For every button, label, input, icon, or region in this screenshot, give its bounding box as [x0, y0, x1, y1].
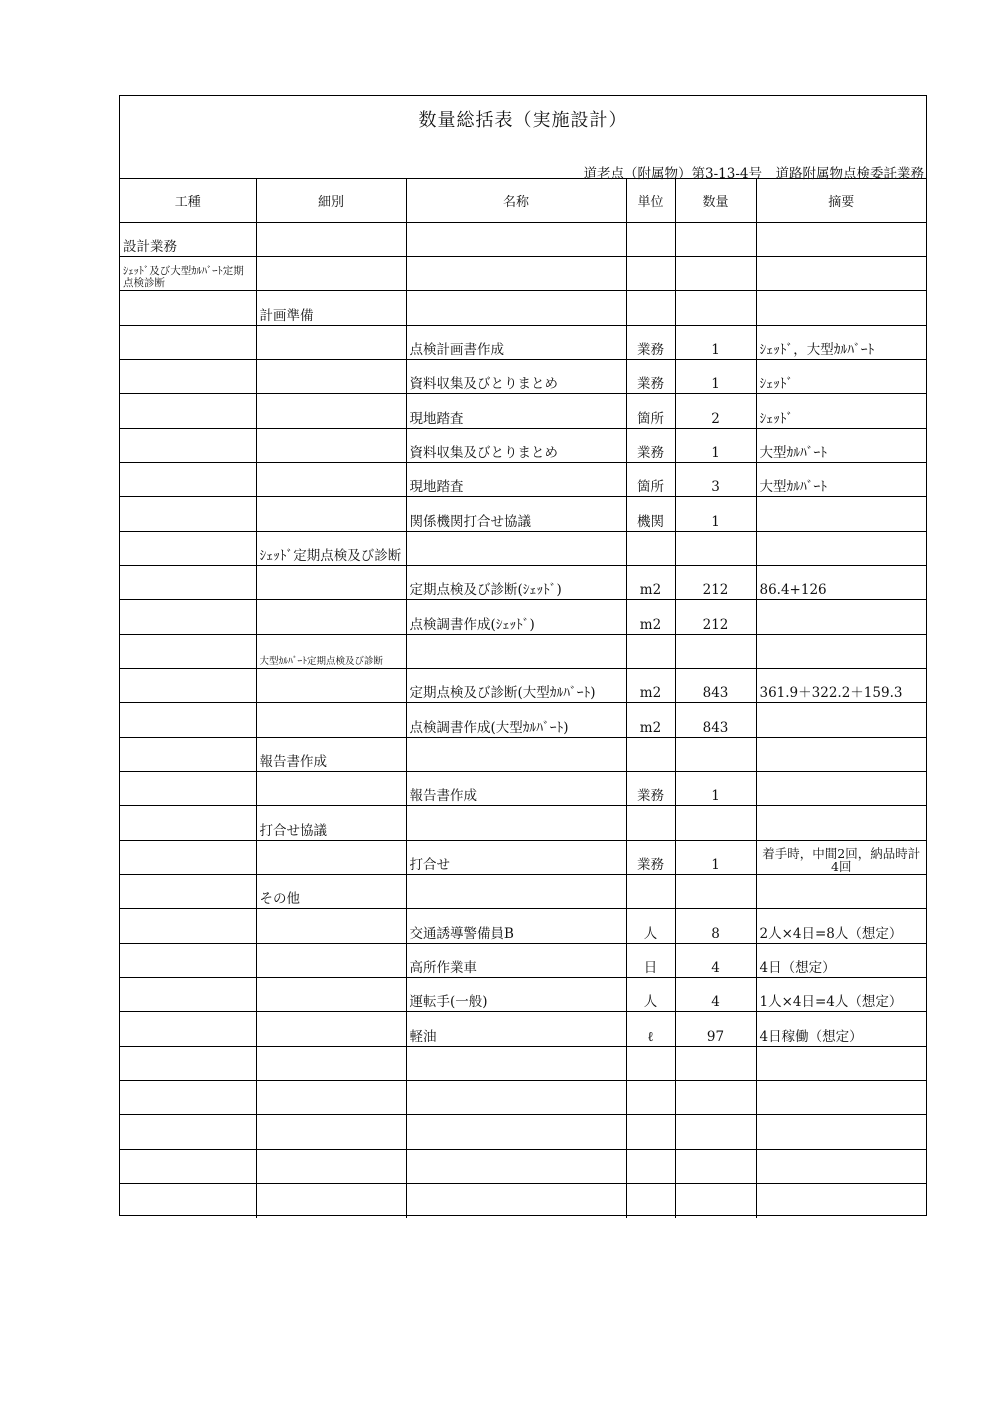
- quantity-table: [120, 179, 926, 1218]
- cell-koshu: [120, 978, 256, 1012]
- cell-tani: [626, 875, 675, 909]
- cell-suryo: [675, 875, 756, 909]
- cell-tani: 業務: [626, 359, 675, 393]
- table-row: [120, 256, 926, 290]
- cell-koshu: [120, 1046, 256, 1080]
- cell-koshu: [120, 1081, 256, 1115]
- cell-tekiyo: [756, 772, 926, 806]
- cell-koshu: [120, 840, 256, 874]
- cell-tani: 人: [626, 978, 675, 1012]
- cell-koshu: [120, 1012, 256, 1046]
- cell-koshu: 設計業務: [120, 222, 256, 256]
- cell-suryo: [675, 1081, 756, 1115]
- cell-tekiyo: ｼｪｯﾄﾞ，大型ｶﾙﾊﾞｰﾄ: [756, 325, 926, 359]
- cell-koshu: [120, 462, 256, 496]
- cell-tekiyo: 86.4+126: [756, 565, 926, 599]
- table-row: [120, 1012, 926, 1046]
- header-row: [120, 179, 926, 222]
- cell-saibetsu: 大型ｶﾙﾊﾞｰﾄ定期点検及び診断: [256, 634, 406, 668]
- cell-saibetsu: 計画準備: [256, 291, 406, 325]
- cell-suryo: 212: [675, 565, 756, 599]
- table-row: [120, 428, 926, 462]
- cell-tekiyo: [756, 703, 926, 737]
- cell-koshu: [120, 772, 256, 806]
- table-row: [120, 1184, 926, 1218]
- cell-suryo: 843: [675, 668, 756, 702]
- cell-koshu: [120, 634, 256, 668]
- cell-tekiyo: 1人×4日=4人（想定）: [756, 978, 926, 1012]
- cell-saibetsu: [256, 943, 406, 977]
- cell-meisho: 運転手(一般): [406, 978, 626, 1012]
- cell-tani: [626, 291, 675, 325]
- cell-meisho: [406, 634, 626, 668]
- cell-tekiyo: 大型ｶﾙﾊﾞｰﾄ: [756, 428, 926, 462]
- cell-suryo: 4: [675, 943, 756, 977]
- cell-meisho: 資料収集及びとりまとめ: [406, 428, 626, 462]
- table-row: [120, 359, 926, 393]
- quantity-summary-sheet: [119, 95, 927, 1216]
- cell-meisho: [406, 531, 626, 565]
- table-row: [120, 565, 926, 599]
- cell-meisho: 点検調書作成(大型ｶﾙﾊﾞｰﾄ): [406, 703, 626, 737]
- cell-tani: m2: [626, 668, 675, 702]
- header-suryo: 数量: [675, 179, 756, 222]
- cell-meisho: [406, 1115, 626, 1149]
- cell-suryo: 1: [675, 428, 756, 462]
- cell-koshu: [120, 875, 256, 909]
- cell-tani: 業務: [626, 325, 675, 359]
- cell-suryo: 1: [675, 325, 756, 359]
- cell-koshu: [120, 394, 256, 428]
- cell-tani: [626, 1046, 675, 1080]
- cell-suryo: 8: [675, 909, 756, 943]
- cell-saibetsu: [256, 565, 406, 599]
- table-row: [120, 291, 926, 325]
- cell-tani: [626, 1184, 675, 1218]
- cell-tani: m2: [626, 703, 675, 737]
- cell-meisho: 関係機関打合せ協議: [406, 497, 626, 531]
- cell-tani: ℓ: [626, 1012, 675, 1046]
- cell-saibetsu: 打合せ協議: [256, 806, 406, 840]
- cell-saibetsu: [256, 703, 406, 737]
- cell-tani: [626, 531, 675, 565]
- cell-meisho: [406, 1081, 626, 1115]
- cell-meisho: 高所作業車: [406, 943, 626, 977]
- title-block: [120, 96, 926, 182]
- cell-tani: [626, 1081, 675, 1115]
- cell-tekiyo: [756, 1081, 926, 1115]
- cell-saibetsu: [256, 1149, 406, 1183]
- cell-meisho: [406, 256, 626, 290]
- cell-saibetsu: [256, 1081, 406, 1115]
- cell-meisho: 現地踏査: [406, 394, 626, 428]
- table-row: [120, 1081, 926, 1115]
- cell-tani: [626, 737, 675, 771]
- cell-meisho: 資料収集及びとりまとめ: [406, 359, 626, 393]
- cell-saibetsu: その他: [256, 875, 406, 909]
- cell-saibetsu: [256, 1046, 406, 1080]
- cell-saibetsu: [256, 668, 406, 702]
- cell-tekiyo: [756, 497, 926, 531]
- cell-suryo: 1: [675, 840, 756, 874]
- cell-tani: [626, 222, 675, 256]
- cell-suryo: [675, 531, 756, 565]
- cell-saibetsu: [256, 325, 406, 359]
- table-row: [120, 875, 926, 909]
- cell-tekiyo: [756, 1046, 926, 1080]
- cell-tani: m2: [626, 565, 675, 599]
- cell-koshu: [120, 1115, 256, 1149]
- cell-saibetsu: [256, 256, 406, 290]
- cell-suryo: [675, 1149, 756, 1183]
- table-row: [120, 394, 926, 428]
- cell-tekiyo: [756, 222, 926, 256]
- cell-suryo: 1: [675, 359, 756, 393]
- cell-saibetsu: [256, 222, 406, 256]
- cell-saibetsu: [256, 462, 406, 496]
- cell-tani: [626, 806, 675, 840]
- cell-koshu: [120, 428, 256, 462]
- cell-saibetsu: [256, 1115, 406, 1149]
- cell-suryo: 843: [675, 703, 756, 737]
- cell-meisho: 打合せ: [406, 840, 626, 874]
- cell-tekiyo: [756, 1115, 926, 1149]
- cell-tani: 箇所: [626, 394, 675, 428]
- cell-suryo: 212: [675, 600, 756, 634]
- cell-tani: 業務: [626, 840, 675, 874]
- table-row: [120, 1115, 926, 1149]
- cell-tani: 業務: [626, 772, 675, 806]
- table-header: [120, 179, 926, 222]
- table-row: [120, 703, 926, 737]
- cell-tekiyo: [756, 531, 926, 565]
- cell-suryo: [675, 222, 756, 256]
- cell-saibetsu: [256, 394, 406, 428]
- table-row: [120, 600, 926, 634]
- cell-tekiyo: 2人×4日=8人（想定）: [756, 909, 926, 943]
- cell-koshu: [120, 737, 256, 771]
- cell-meisho: [406, 1046, 626, 1080]
- cell-meisho: [406, 737, 626, 771]
- cell-meisho: 定期点検及び診断(大型ｶﾙﾊﾞｰﾄ): [406, 668, 626, 702]
- cell-tani: 機関: [626, 497, 675, 531]
- cell-koshu: [120, 531, 256, 565]
- cell-meisho: [406, 1149, 626, 1183]
- cell-meisho: [406, 222, 626, 256]
- document-title: 数量総括表（実施設計）: [418, 110, 628, 131]
- cell-tekiyo: 大型ｶﾙﾊﾞｰﾄ: [756, 462, 926, 496]
- cell-tekiyo: [756, 600, 926, 634]
- cell-suryo: [675, 737, 756, 771]
- table-row: [120, 772, 926, 806]
- cell-tani: 日: [626, 943, 675, 977]
- cell-meisho: 点検調書作成(ｼｪｯﾄﾞ): [406, 600, 626, 634]
- table-row: [120, 1046, 926, 1080]
- cell-koshu: [120, 497, 256, 531]
- cell-tani: 箇所: [626, 462, 675, 496]
- cell-koshu: [120, 359, 256, 393]
- cell-tekiyo: [756, 875, 926, 909]
- cell-saibetsu: [256, 978, 406, 1012]
- cell-tekiyo: [756, 1184, 926, 1218]
- cell-tekiyo: ｼｪｯﾄﾞ: [756, 394, 926, 428]
- cell-suryo: [675, 1184, 756, 1218]
- cell-saibetsu: [256, 1012, 406, 1046]
- header-tani: 単位: [626, 179, 675, 222]
- table-row: [120, 325, 926, 359]
- table-row: [120, 737, 926, 771]
- cell-suryo: [675, 634, 756, 668]
- cell-koshu: [120, 325, 256, 359]
- cell-meisho: 軽油: [406, 1012, 626, 1046]
- cell-meisho: [406, 1184, 626, 1218]
- cell-tani: 業務: [626, 428, 675, 462]
- cell-koshu: [120, 600, 256, 634]
- cell-tekiyo: 着手時，中間2回，納品時計4回: [756, 840, 926, 874]
- cell-tekiyo: 361.9＋322.2＋159.3: [756, 668, 926, 702]
- cell-saibetsu: [256, 428, 406, 462]
- cell-suryo: [675, 806, 756, 840]
- cell-meisho: 点検計画書作成: [406, 325, 626, 359]
- cell-tekiyo: [756, 634, 926, 668]
- cell-suryo: 1: [675, 772, 756, 806]
- table-row: [120, 668, 926, 702]
- cell-koshu: [120, 1184, 256, 1218]
- cell-suryo: 3: [675, 462, 756, 496]
- cell-meisho: [406, 806, 626, 840]
- cell-saibetsu: [256, 497, 406, 531]
- cell-saibetsu: [256, 1184, 406, 1218]
- cell-saibetsu: 報告書作成: [256, 737, 406, 771]
- cell-tani: [626, 1149, 675, 1183]
- cell-tekiyo: [756, 806, 926, 840]
- cell-meisho: 報告書作成: [406, 772, 626, 806]
- table-row: [120, 840, 926, 874]
- cell-suryo: 4: [675, 978, 756, 1012]
- table-row: [120, 806, 926, 840]
- cell-suryo: 2: [675, 394, 756, 428]
- table-row: [120, 497, 926, 531]
- table-row: [120, 943, 926, 977]
- cell-meisho: 交通誘導警備員B: [406, 909, 626, 943]
- table-row: [120, 531, 926, 565]
- cell-tani: 人: [626, 909, 675, 943]
- cell-koshu: [120, 291, 256, 325]
- table-row: [120, 222, 926, 256]
- cell-tekiyo: 4日稼働（想定）: [756, 1012, 926, 1046]
- cell-meisho: 現地踏査: [406, 462, 626, 496]
- table-row: [120, 634, 926, 668]
- cell-tekiyo: [756, 291, 926, 325]
- cell-tani: [626, 1115, 675, 1149]
- document-subtitle: 道老点（附属物）第3-13-4号 道路附属物点検委託業務: [583, 166, 924, 182]
- cell-saibetsu: [256, 840, 406, 874]
- table-body: [120, 222, 926, 1218]
- cell-saibetsu: ｼｪｯﾄﾞ定期点検及び診断: [256, 531, 406, 565]
- cell-saibetsu: [256, 359, 406, 393]
- cell-tani: [626, 634, 675, 668]
- cell-tani: m2: [626, 600, 675, 634]
- header-tekiyo: 摘要: [756, 179, 926, 222]
- header-meisho: 名称: [406, 179, 626, 222]
- cell-suryo: [675, 291, 756, 325]
- cell-koshu: ｼｪｯﾄﾞ及び大型ｶﾙﾊﾞｰﾄ定期点検診断: [120, 256, 256, 290]
- cell-koshu: [120, 943, 256, 977]
- cell-koshu: [120, 806, 256, 840]
- cell-meisho: [406, 291, 626, 325]
- table-row: [120, 909, 926, 943]
- cell-koshu: [120, 909, 256, 943]
- cell-saibetsu: [256, 772, 406, 806]
- cell-meisho: 定期点検及び診断(ｼｪｯﾄﾞ): [406, 565, 626, 599]
- cell-suryo: [675, 1046, 756, 1080]
- cell-tani: [626, 256, 675, 290]
- cell-suryo: 1: [675, 497, 756, 531]
- cell-tekiyo: [756, 256, 926, 290]
- cell-tekiyo: 4日（想定）: [756, 943, 926, 977]
- header-saibetsu: 細別: [256, 179, 406, 222]
- cell-meisho: [406, 875, 626, 909]
- table-row: [120, 1149, 926, 1183]
- cell-saibetsu: [256, 909, 406, 943]
- cell-tekiyo: [756, 737, 926, 771]
- cell-suryo: [675, 256, 756, 290]
- cell-tekiyo: ｼｪｯﾄﾞ: [756, 359, 926, 393]
- cell-koshu: [120, 703, 256, 737]
- cell-koshu: [120, 1149, 256, 1183]
- table-row: [120, 978, 926, 1012]
- cell-koshu: [120, 565, 256, 599]
- cell-saibetsu: [256, 600, 406, 634]
- table-row: [120, 462, 926, 496]
- cell-suryo: [675, 1115, 756, 1149]
- header-koshu: 工種: [120, 179, 256, 222]
- cell-tekiyo: [756, 1149, 926, 1183]
- cell-suryo: 97: [675, 1012, 756, 1046]
- cell-koshu: [120, 668, 256, 702]
